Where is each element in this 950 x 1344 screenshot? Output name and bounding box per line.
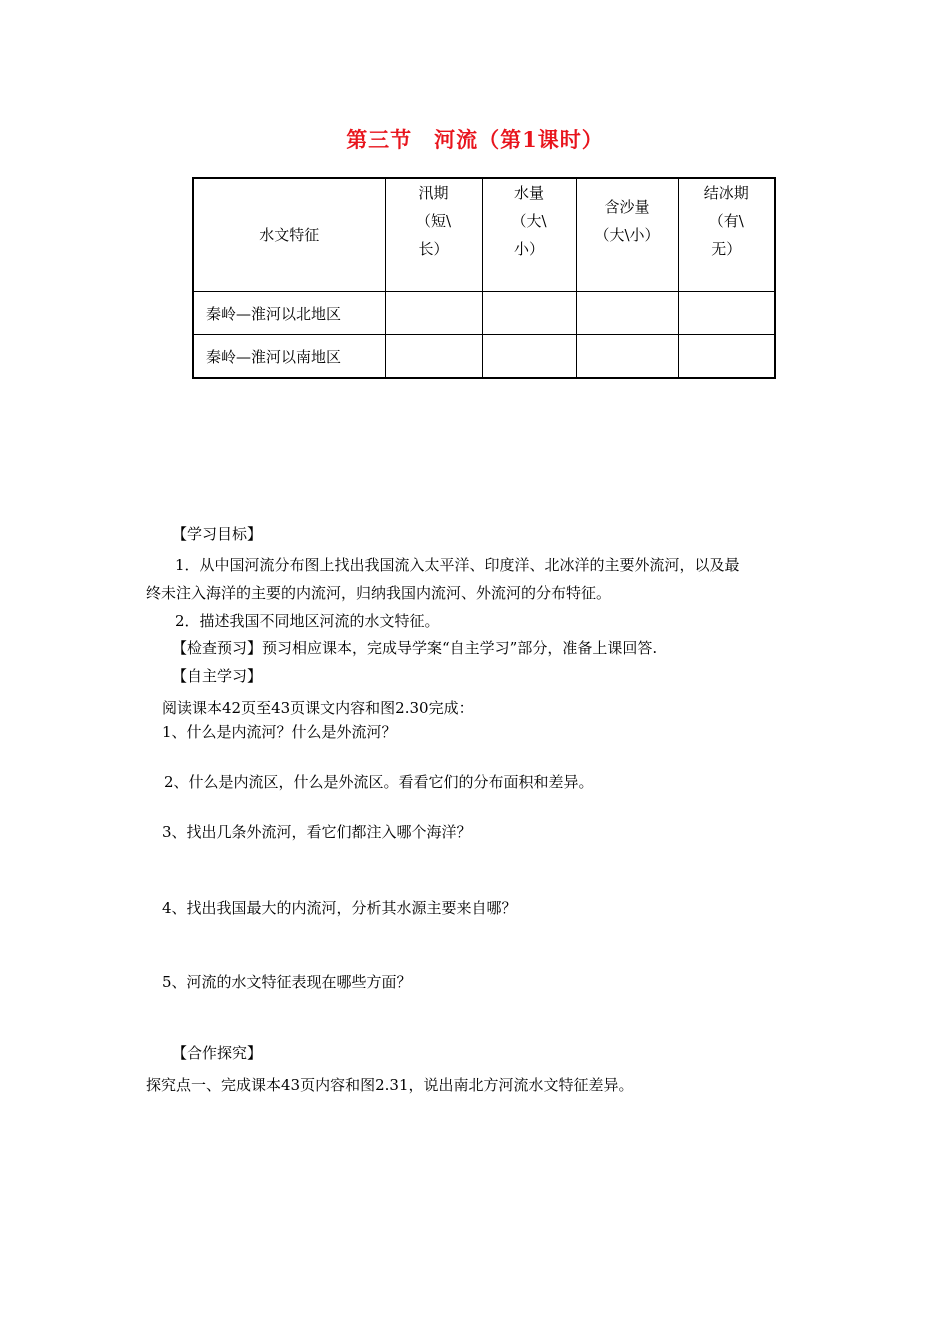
column-header-sediment: 含沙量 （大\小）	[576, 178, 678, 292]
table-cell[interactable]	[385, 335, 482, 379]
goal-item-1-line-2: 终未注入海洋的主要的内流河，归纳我国内流河、外流河的分布特征。	[146, 584, 612, 602]
question-5: 5、河流的水文特征表现在哪些方面？	[162, 973, 412, 991]
table-cell[interactable]	[576, 335, 678, 379]
page-title: 第三节 河流（第1课时）	[346, 127, 604, 152]
question-3: 3、找出几条外流河，看它们都注入哪个海洋？	[162, 823, 472, 841]
table-cell[interactable]	[482, 292, 576, 335]
row-label-south: 秦岭—淮河以南地区	[193, 335, 385, 379]
question-1: 1、什么是内流河？什么是外流河？	[162, 723, 397, 741]
column-header-flood-season: 汛期 （短\ 长）	[385, 178, 482, 292]
table-row-north	[193, 292, 775, 335]
self-study-intro: 阅读课本42页至43页课文内容和图2.30完成：	[162, 699, 474, 717]
table-corner-label: 水文特征	[193, 178, 385, 292]
hydrology-table	[192, 177, 776, 379]
question-4: 4、找出我国最大的内流河，分析其水源主要来自哪？	[162, 899, 517, 917]
question-2: 2、什么是内流区，什么是外流区。看看它们的分布面积和差异。	[164, 773, 594, 791]
row-label-north: 秦岭—淮河以北地区	[193, 292, 385, 335]
goals-heading: 【学习目标】	[172, 525, 263, 543]
coop-heading: 【合作探究】	[172, 1044, 263, 1062]
column-header-water-volume: 水量 （大\ 小）	[482, 178, 576, 292]
table-cell[interactable]	[576, 292, 678, 335]
goal-item-1-line-1: 1．从中国河流分布图上找出我国流入太平洋、印度洋、北冰洋的主要外流河，以及最	[175, 556, 740, 574]
table-row-south	[193, 335, 775, 379]
preview-instruction: 【检查预习】预习相应课本，完成导学案“自主学习”部分，准备上课回答.	[172, 639, 658, 657]
goal-item-2: 2．描述我国不同地区河流的水文特征。	[175, 612, 440, 630]
table-cell[interactable]	[678, 335, 775, 379]
coop-point-1: 探究点一、完成课本43页内容和图2.31，说出南北方河流水文特征差异。	[146, 1076, 634, 1094]
self-study-heading: 【自主学习】	[172, 667, 263, 685]
table-header-row	[193, 178, 775, 292]
column-header-freezing-period: 结冰期 （有\ 无）	[678, 178, 775, 292]
table-cell[interactable]	[385, 292, 482, 335]
table-cell[interactable]	[482, 335, 576, 379]
table-cell[interactable]	[678, 292, 775, 335]
